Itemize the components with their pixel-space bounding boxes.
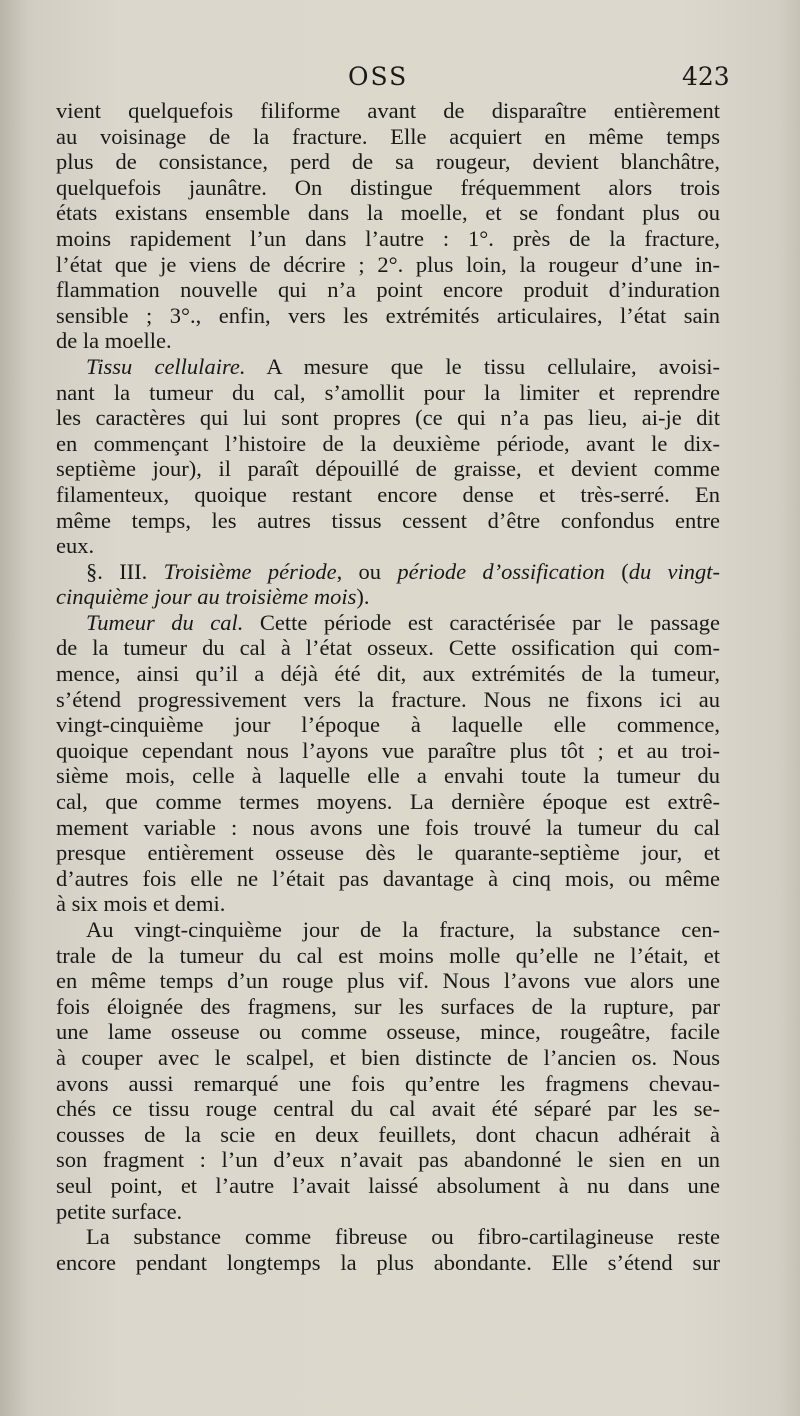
text-segment: cal, que comme termes moyens. La dernière époque est extrê- [56, 789, 720, 815]
text-segment: en commençant l’histoire de la deuxième période, avant le dix- [56, 430, 720, 456]
text-segment: La substance comme fibreuse ou fibro-cartilagineuse reste [86, 1224, 720, 1250]
text-segment: flammation nouvelle qui n’a point encore produit d’induration [56, 277, 720, 303]
text-line [56, 482, 720, 508]
text-line [56, 917, 720, 943]
text-segment: Au vingt-cinquième jour de la fracture, la substance cen- [86, 917, 720, 942]
text-line [56, 968, 720, 994]
text-segment: avons aussi remarqué une fois qu’entre les fragmens chevau- [56, 1070, 720, 1096]
text-line [56, 763, 720, 789]
text-segment: ). [356, 584, 370, 610]
text-line [56, 226, 720, 252]
text-segment: quoique cependant nous l’ayons vue paraître plus tôt ; et au troi- [56, 737, 720, 763]
text-line [56, 584, 720, 610]
text-line [56, 687, 720, 713]
text-segment: une lame osseuse ou comme osseuse, mince, rougeâtre, facile [56, 1019, 720, 1045]
text-segment: plus de consistance, perd de sa rougeur, devient blanchâtre, [56, 149, 720, 175]
text-line [56, 866, 720, 892]
text-line [56, 1122, 720, 1148]
text-line [56, 98, 720, 124]
text-segment: son fragment : l’un d’eux n’avait pas abandonné le sien en un [56, 1147, 720, 1173]
text-segment: Cette période est caractérisée par le passage [243, 609, 720, 635]
text-segment: d’autres fois elle ne l’était pas davantage à cinq mois, ou même [56, 865, 720, 891]
text-segment: les caractères qui lui sont propres (ce qui n’a pas lieu, ai-je dit [56, 405, 720, 431]
text-line [56, 661, 720, 687]
text-line [56, 252, 720, 278]
text-line [56, 277, 720, 303]
page-header [0, 58, 800, 98]
text-line [56, 738, 720, 764]
text-segment: cousses de la scie en deux feuillets, dont chacun adhérait à [56, 1121, 720, 1147]
text-segment: encore pendant longtemps la plus abondante. Elle s’étend sur [56, 1249, 720, 1275]
text-line [56, 994, 720, 1020]
text-line [56, 508, 720, 534]
text-line [56, 559, 720, 585]
text-segment: mement variable : nous avons une fois trouvé la tumeur du cal [56, 814, 720, 840]
text-segment: A mesure que le tissu cellulaire, avoisi- [245, 353, 720, 379]
text-segment: mence, ainsi qu’il a déjà été dit, aux extrémités de la tumeur, [56, 661, 720, 687]
text-line [56, 1019, 720, 1045]
text-line [56, 815, 720, 841]
text-segment: seul point, et l’autre l’avait laissé absolument à nu dans une [56, 1172, 720, 1198]
text-line [56, 456, 720, 482]
text-segment: de la tumeur du cal à l’état osseux. Cette ossification qui com- [56, 635, 720, 661]
text-segment: même temps, les autres tissus cessent d’être confondus entre [56, 507, 720, 533]
text-line [56, 354, 720, 380]
text-segment: moins rapidement l’un dans l’autre : 1°. près de la fracture, [56, 225, 720, 251]
text-segment: quelquefois jaunâtre. On distingue fréquemment alors trois [56, 174, 720, 200]
text-segment: sensible ; 3°., enfin, vers les extrémités articulaires, l’état sain [56, 302, 720, 328]
italic-segment: Tumeur du cal. [86, 609, 244, 635]
text-segment: l’état que je viens de décrire ; 2°. plus loin, la rougeur d’une in- [56, 251, 720, 277]
text-line [56, 1250, 720, 1276]
text-line [56, 789, 720, 815]
text-segment: ( [604, 558, 629, 584]
text-line [56, 431, 720, 457]
text-line [56, 943, 720, 969]
text-line [56, 635, 720, 661]
text-line [56, 405, 720, 431]
italic-segment: période d’ossification [397, 558, 605, 584]
text-line [56, 610, 720, 636]
text-segment: à six mois et demi. [56, 891, 226, 917]
text-line [56, 1096, 720, 1122]
text-segment: états existans ensemble dans la moelle, et se fondant plus ou [56, 200, 720, 226]
italic-segment: Troisième période [163, 558, 337, 584]
text-line [56, 149, 720, 175]
body-text [56, 98, 720, 1275]
text-line [56, 380, 720, 406]
text-line [56, 328, 720, 354]
text-segment: de la moelle. [56, 328, 172, 354]
text-line [56, 1071, 720, 1097]
text-segment: §. III. [86, 558, 164, 584]
italic-segment: cinquième jour au troisième mois [56, 584, 357, 610]
text-line [56, 303, 720, 329]
running-title: OSS [348, 62, 409, 91]
text-segment: fois éloignée des fragmens, sur les surfaces de la rupture, par [56, 993, 720, 1019]
text-line [56, 200, 720, 226]
text-line [56, 1147, 720, 1173]
text-segment: , ou [336, 558, 398, 584]
text-segment: chés ce tissu rouge central du cal avait été séparé par les se- [56, 1096, 720, 1122]
text-line [56, 1199, 720, 1225]
text-segment: nant la tumeur du cal, s’amollit pour la limiter et reprendre [56, 379, 720, 405]
text-segment: vient quelquefois filiforme avant de disparaître entièrement [56, 98, 720, 123]
text-segment: septième jour), il paraît dépouillé de graisse, et devient comme [56, 456, 720, 482]
text-line [56, 1045, 720, 1071]
text-segment: s’étend progressivement vers la fracture. Nous ne fixons ici au [56, 686, 720, 712]
text-segment: au voisinage de la fracture. Elle acquiert en même temps [56, 123, 720, 149]
text-line [56, 124, 720, 150]
text-segment: en même temps d’un rouge plus vif. Nous l’avons vue alors une [56, 968, 720, 994]
italic-segment: Tissu cellulaire. [86, 353, 246, 379]
text-line [56, 840, 720, 866]
italic-segment: du vingt- [628, 558, 720, 584]
text-segment: petite surface. [56, 1198, 183, 1224]
text-line [56, 1173, 720, 1199]
text-segment: eux. [56, 533, 95, 559]
page-number: 423 [682, 62, 730, 91]
text-segment: trale de la tumeur du cal est moins molle qu’elle ne l’était, et [56, 942, 720, 968]
text-line [56, 175, 720, 201]
text-line [56, 1224, 720, 1250]
text-segment: presque entièrement osseuse dès le quarante-septième jour, et [56, 840, 720, 866]
text-segment: à couper avec le scalpel, et bien distincte de l’ancien os. Nous [56, 1044, 720, 1070]
text-segment: filamenteux, quoique restant encore dense et très-serré. En [56, 481, 720, 507]
text-segment: sième mois, celle à laquelle elle a envahi toute la tumeur du [56, 763, 720, 789]
text-line [56, 712, 720, 738]
text-line [56, 533, 720, 559]
text-line [56, 891, 720, 917]
text-segment: vingt-cinquième jour l’époque à laquelle elle commence, [56, 712, 720, 738]
